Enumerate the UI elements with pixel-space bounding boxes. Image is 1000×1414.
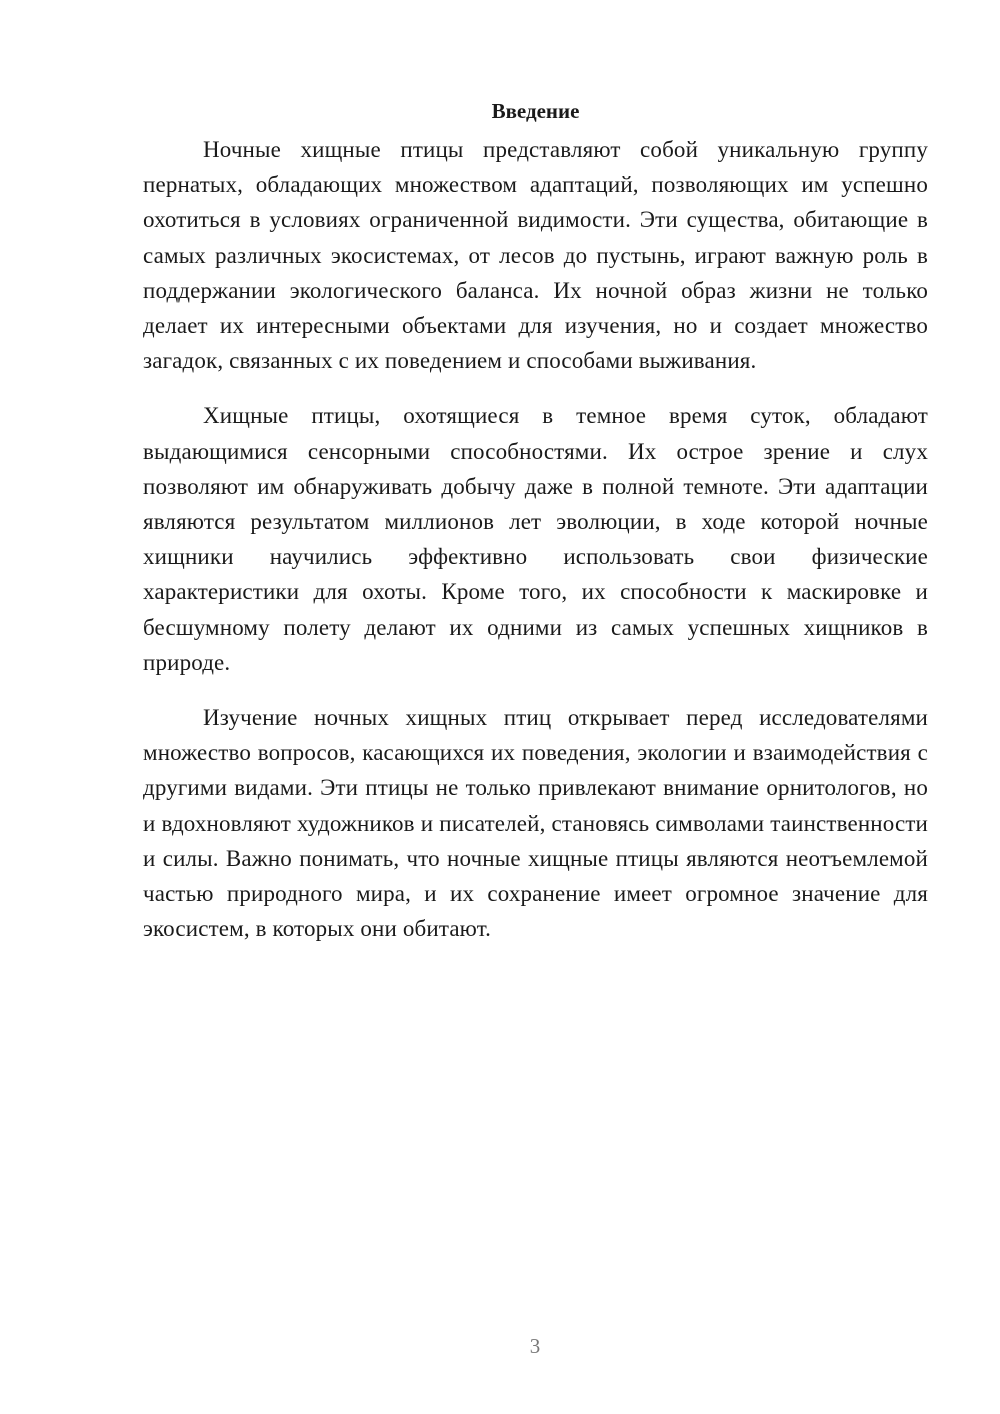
paragraph-1: Ночные хищные птицы представляют собой уникальную группу пернатых, обладающих множеством адаптаций, позволяющих им успешно охотиться в условиях ограниченной видимости. Эти существа, обитающие в самых различных экосистемах, от лесов до пустынь, играют важную роль в поддержании экологического баланса. Их ночной образ жизни не только делает их интересными объектами для изучения, но и создает множество загадок, связанных с их поведением и способами выживания. bbox=[143, 137, 928, 374]
paragraph-3: Изучение ночных хищных птиц открывает перед исследователями множество вопросов, касающихся их поведения, экологии и взаимодействия с другими видами. Эти птицы не только привлекают внимание орнитологов, но и вдохновляют художников и писателей, становясь символами таинственности и силы. Важно понимать, что ночные хищные птицы являются неотъемлемой частью природного мира, и их сохранение имеет огромное значение для экосистем, в которых они обитают. bbox=[143, 705, 928, 942]
paragraph-2: Хищные птицы, охотящиеся в темное время суток, обладают выдающимися сенсорными способностями. Их острое зрение и слух позволяют им обнаруживать добычу даже в полной темноте. Эти адаптации являются результатом миллионов лет эволюции, в ходе которой ночные хищники научились эффективно использовать свои физические характеристики для охоты. Кроме того, их способности к маскировке и бесшумному полету делают их одними из самых успешных хищников в природе. bbox=[143, 403, 928, 675]
page-content bbox=[143, 94, 928, 966]
page-number: 3 bbox=[529, 1334, 541, 1358]
section-heading: Введение bbox=[491, 99, 580, 123]
